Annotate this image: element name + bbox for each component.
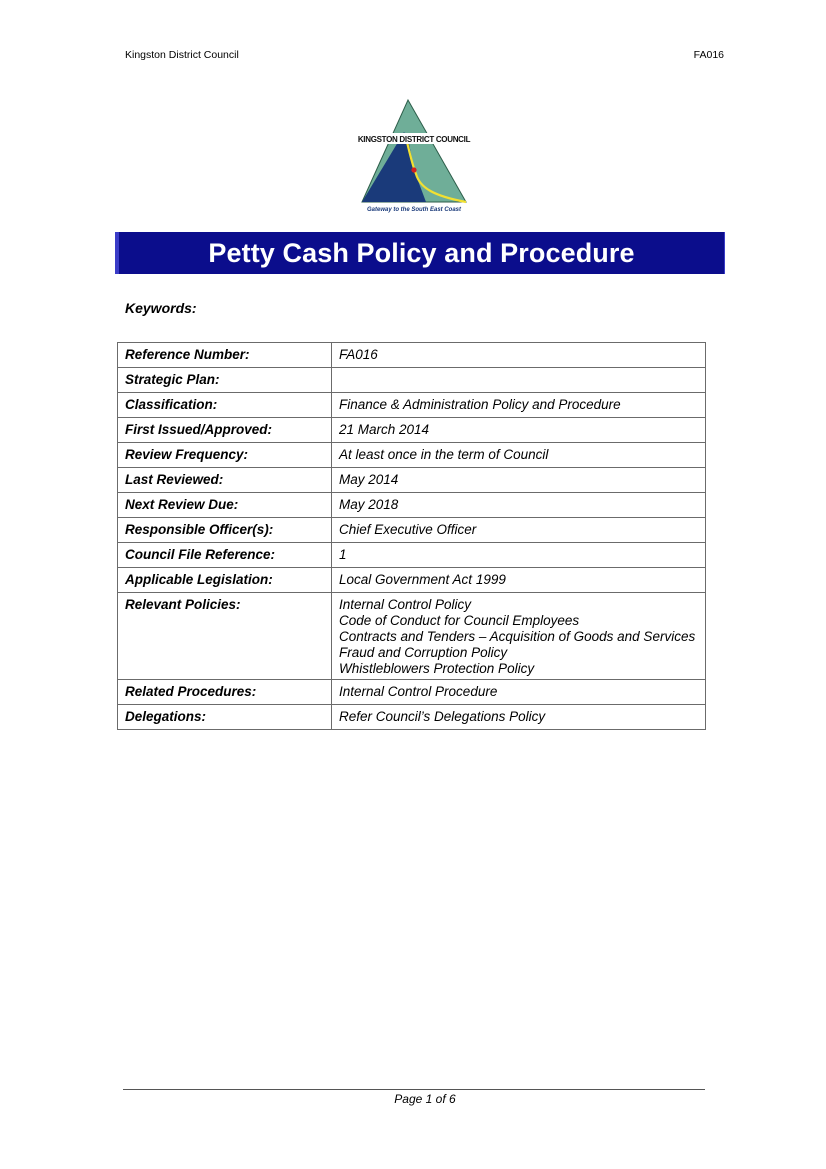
- table-row: [118, 543, 706, 568]
- row-value-line: Refer Council’s Delegations Policy: [339, 709, 546, 724]
- row-value-line: Whistleblowers Protection Policy: [339, 661, 535, 676]
- logo-name: KINGSTON DISTRICT COUNCIL: [357, 135, 471, 144]
- row-value: [332, 468, 706, 493]
- title-banner: [115, 232, 725, 274]
- row-value-line: Contracts and Tenders – Acquisition of Goods and Services: [339, 629, 696, 644]
- table-row: [118, 443, 706, 468]
- row-value: [332, 418, 706, 443]
- council-logo: [356, 98, 472, 216]
- row-value: [332, 543, 706, 568]
- logo-tagline: Gateway to the South East Coast: [366, 207, 462, 213]
- row-value: [332, 680, 706, 705]
- page-number: Page 1 of 6: [394, 1092, 456, 1106]
- row-value: [332, 518, 706, 543]
- row-value: [332, 443, 706, 468]
- table-row: [118, 468, 706, 493]
- table-row: [118, 393, 706, 418]
- logo-dot: [411, 167, 416, 172]
- page-title: Petty Cash Policy and Procedure: [208, 237, 635, 268]
- row-value-line: Finance & Administration Policy and Procedure: [339, 397, 621, 412]
- row-value-line: May 2014: [339, 472, 399, 487]
- row-label: Next Review Due:: [118, 493, 332, 518]
- row-label: Applicable Legislation:: [118, 568, 332, 593]
- row-value-line: At least once in the term of Council: [339, 447, 549, 462]
- row-value-line: Chief Executive Officer: [339, 522, 477, 537]
- row-label: Relevant Policies:: [118, 593, 332, 680]
- row-value-line: Local Government Act 1999: [339, 572, 506, 587]
- table-row: [118, 568, 706, 593]
- row-label: Responsible Officer(s):: [118, 518, 332, 543]
- row-value: [332, 493, 706, 518]
- policy-metadata-table: [117, 342, 706, 730]
- row-value: [332, 393, 706, 418]
- table-row: [118, 343, 706, 368]
- row-label: Strategic Plan:: [118, 368, 332, 393]
- row-label: Reference Number:: [118, 343, 332, 368]
- row-label: Review Frequency:: [118, 443, 332, 468]
- row-value-line: May 2018: [339, 497, 399, 512]
- row-label: First Issued/Approved:: [118, 418, 332, 443]
- table-row: [118, 418, 706, 443]
- row-value-line: 1: [339, 547, 347, 562]
- row-value-line: Internal Control Policy: [339, 597, 472, 612]
- row-value: [332, 568, 706, 593]
- table-row: [118, 705, 706, 730]
- row-label: Last Reviewed:: [118, 468, 332, 493]
- row-value: [332, 343, 706, 368]
- table-row: [118, 593, 706, 680]
- row-label: Delegations:: [118, 705, 332, 730]
- row-label: Related Procedures:: [118, 680, 332, 705]
- table-row: [118, 368, 706, 393]
- table-row: [118, 493, 706, 518]
- row-label: Council File Reference:: [118, 543, 332, 568]
- row-value-line: Fraud and Corruption Policy: [339, 645, 508, 660]
- footer-divider: [123, 1089, 705, 1090]
- header-code: FA016: [693, 49, 724, 61]
- table-row: [118, 680, 706, 705]
- keywords-label: Keywords:: [125, 300, 197, 316]
- row-value-line: FA016: [339, 347, 378, 362]
- row-value: [332, 705, 706, 730]
- row-value: [332, 368, 706, 393]
- table-row: [118, 518, 706, 543]
- row-value: [332, 593, 706, 680]
- row-label: Classification:: [118, 393, 332, 418]
- header-org: Kingston District Council: [125, 49, 239, 61]
- row-value-line: Code of Conduct for Council Employees: [339, 613, 580, 628]
- row-value-line: Internal Control Procedure: [339, 684, 498, 699]
- row-value-line: 21 March 2014: [339, 422, 430, 437]
